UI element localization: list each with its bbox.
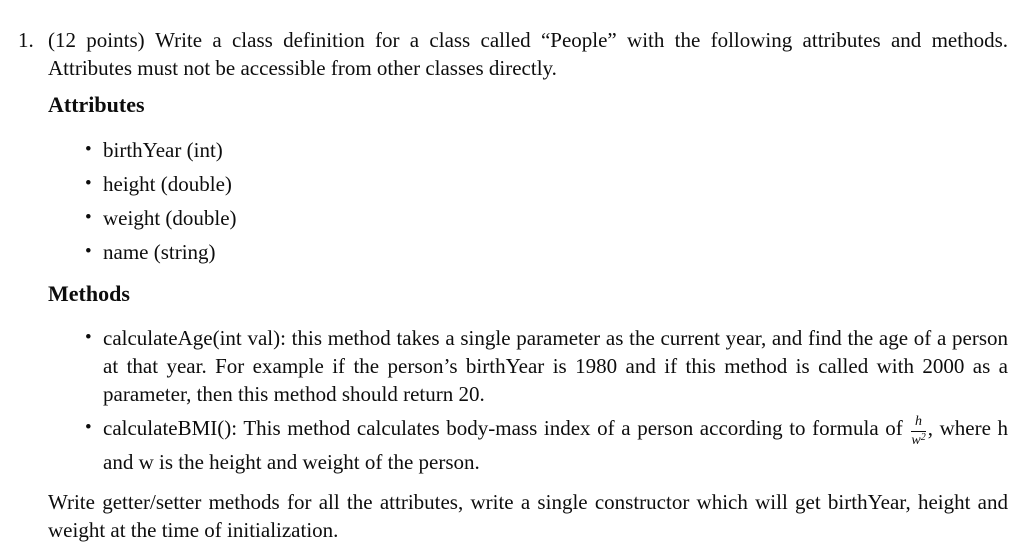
list-item (85, 238, 1008, 266)
bullet-icon: • (85, 417, 92, 438)
attribute-height: height (double) (103, 172, 232, 196)
method-calculate-bmi (103, 414, 1008, 476)
fraction-denominator-base: w (911, 433, 921, 448)
bullet-icon: • (85, 327, 92, 348)
bullet-icon: • (85, 139, 92, 160)
question-1 (18, 26, 1008, 544)
question-intro: (12 points) Write a class definition for a class called “People” with the following attributes and methods. Attributes must not be accessible from other classes directly. (48, 28, 1008, 80)
method-bmi-text-after: , where h and w is the height and weight of the person. (103, 416, 1008, 474)
list-item (85, 170, 1008, 198)
fraction-numerator: h (911, 415, 925, 432)
closing-paragraph: Write getter/setter methods for all the attributes, write a single constructor which will get birthYear, height and weight at the time of initialization. (48, 490, 1008, 542)
methods-heading: Methods (48, 281, 130, 306)
fraction-denominator-exponent: 2 (920, 432, 926, 443)
attributes-heading: Attributes (48, 92, 145, 117)
attribute-name: name (string) (103, 240, 216, 264)
attribute-weight: weight (double) (103, 206, 237, 230)
bullet-icon: • (85, 173, 92, 194)
list-item (85, 414, 1008, 476)
list-item (85, 136, 1008, 164)
list-item (85, 204, 1008, 232)
method-bmi-text-before: calculateBMI(): This method calculates body-mass index of a person according to formula of (103, 416, 903, 440)
method-calculate-age: calculateAge(int val): this method takes a single parameter as the current year, and find the age of a person at that year. For example if the person’s birthYear is 1980 and if this method is called with 2000 as a parameter, then this method should return 20. (103, 326, 1008, 406)
fraction-denominator (911, 432, 925, 448)
bullet-icon: • (85, 207, 92, 228)
methods-list (48, 324, 1008, 476)
attribute-birthyear: birthYear (int) (103, 138, 223, 162)
question-number: 1. (18, 28, 34, 52)
bullet-icon: • (85, 241, 92, 262)
list-item (85, 324, 1008, 408)
fraction-h-over-w-squared (911, 415, 925, 448)
attributes-list (48, 136, 1008, 266)
